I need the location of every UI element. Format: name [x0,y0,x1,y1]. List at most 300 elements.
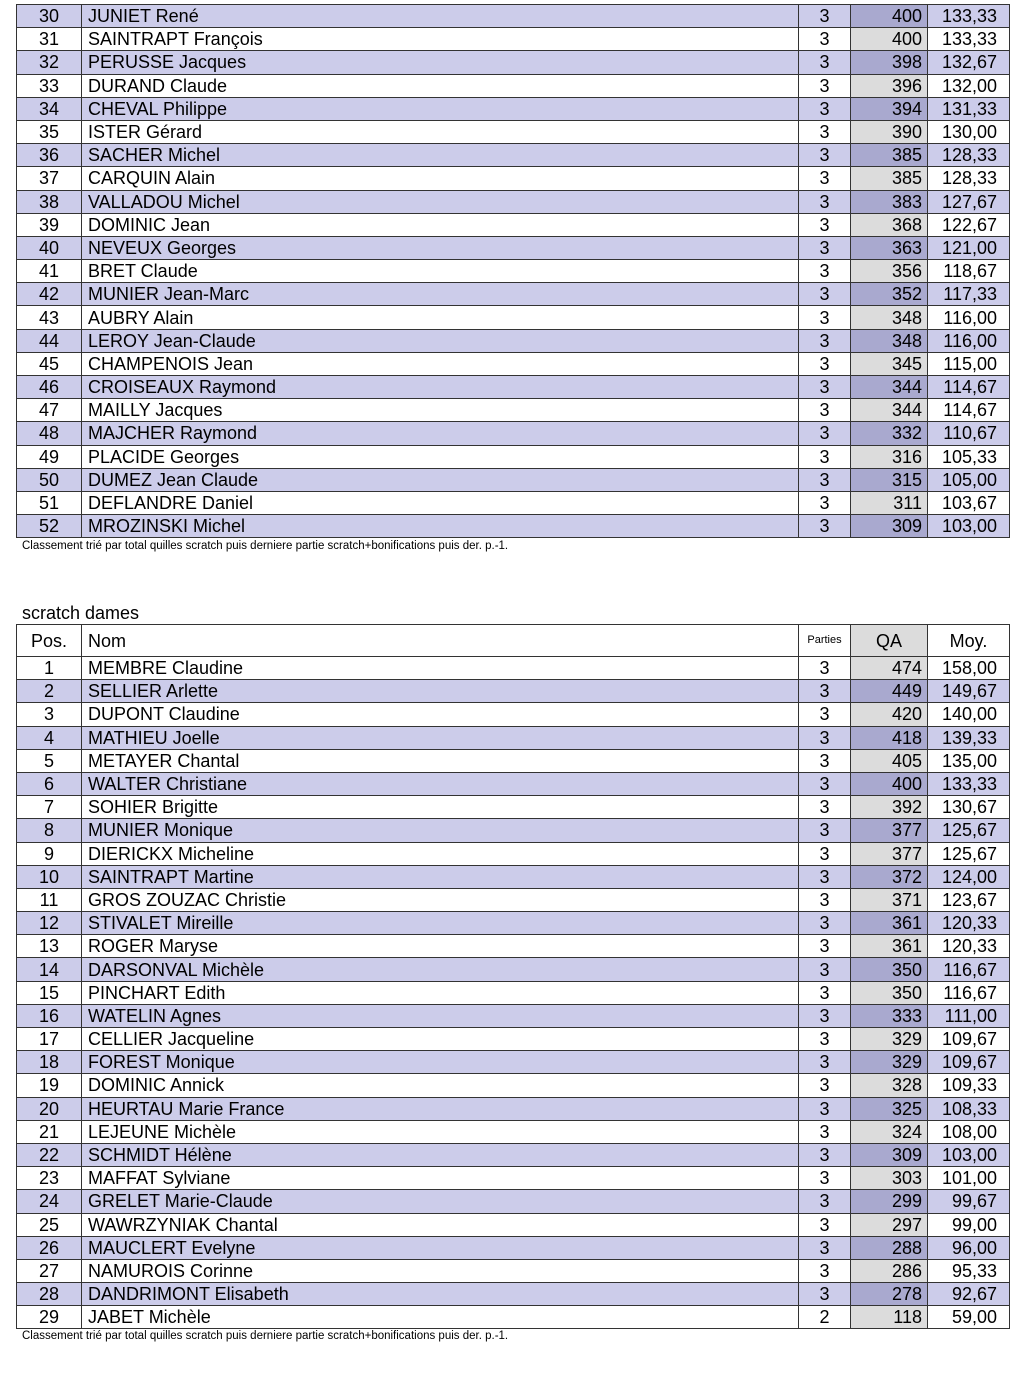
moyenne-cell: 103,00 [928,1143,1010,1166]
name-cell: NAMUROIS Corinne [82,1259,799,1282]
name-cell: DUPONT Claudine [82,703,799,726]
position-cell: 50 [17,468,82,491]
moyenne-cell: 95,33 [928,1259,1010,1282]
position-cell: 44 [17,329,82,352]
moyenne-cell: 116,67 [928,981,1010,1004]
table-row [17,445,1010,468]
qa-cell: 361 [851,935,928,958]
qa-cell: 311 [851,491,928,514]
position-cell: 9 [17,842,82,865]
moyenne-cell: 115,00 [928,352,1010,375]
name-cell: CARQUIN Alain [82,167,799,190]
position-cell: 43 [17,306,82,329]
section-title: scratch dames [22,603,140,623]
position-cell: 21 [17,1120,82,1143]
table-row [17,981,1010,1004]
position-cell: 52 [17,515,82,538]
name-cell: MUNIER Monique [82,819,799,842]
qa-cell: 368 [851,213,928,236]
qa-cell: 303 [851,1167,928,1190]
name-cell: PERUSSE Jacques [82,51,799,74]
table-row [17,888,1010,911]
table-row [17,958,1010,981]
position-cell: 47 [17,399,82,422]
qa-cell: 286 [851,1259,928,1282]
parties-cell: 3 [799,97,851,120]
parties-cell: 3 [799,1167,851,1190]
qa-cell: 405 [851,749,928,772]
moyenne-cell: 109,67 [928,1051,1010,1074]
moyenne-cell: 132,67 [928,51,1010,74]
moyenne-cell: 116,00 [928,329,1010,352]
position-cell: 3 [17,703,82,726]
parties-cell: 3 [799,1236,851,1259]
table-row [17,283,1010,306]
qa-cell: 288 [851,1236,928,1259]
position-cell: 29 [17,1306,82,1329]
name-cell: DIERICKX Micheline [82,842,799,865]
parties-cell: 3 [799,1190,851,1213]
table-header-row [17,625,1010,657]
moyenne-cell: 101,00 [928,1167,1010,1190]
position-cell: 33 [17,74,82,97]
moyenne-cell: 105,00 [928,468,1010,491]
name-cell: DUMEZ Jean Claude [82,468,799,491]
qa-cell: 449 [851,680,928,703]
parties-cell: 3 [799,167,851,190]
ranking-table-body [17,5,1010,538]
table-row [17,306,1010,329]
parties-cell: 3 [799,1004,851,1027]
table-row [17,422,1010,445]
header-qa: QA [851,625,928,657]
qa-cell: 363 [851,236,928,259]
name-cell: SOHIER Brigitte [82,796,799,819]
moyenne-cell: 105,33 [928,445,1010,468]
table-row [17,260,1010,283]
name-cell: ISTER Gérard [82,120,799,143]
position-cell: 31 [17,28,82,51]
table-row [17,819,1010,842]
moyenne-cell: 108,00 [928,1120,1010,1143]
table-row [17,213,1010,236]
name-cell: GRELET Marie-Claude [82,1190,799,1213]
moyenne-cell: 130,00 [928,120,1010,143]
table-row [17,935,1010,958]
name-cell: MAFFAT Sylviane [82,1167,799,1190]
qa-cell: 328 [851,1074,928,1097]
header-moy: Moy. [928,625,1010,657]
sort-note: Classement trié par total quilles scratch puis derniere partie scratch+bonifications puis der. p.-1. [22,1330,509,1342]
moyenne-cell: 122,67 [928,213,1010,236]
name-cell: MAUCLERT Evelyne [82,1236,799,1259]
table-row [17,468,1010,491]
moyenne-cell: 149,67 [928,680,1010,703]
parties-cell: 3 [799,213,851,236]
name-cell: MEMBRE Claudine [82,657,799,680]
moyenne-cell: 96,00 [928,1236,1010,1259]
parties-cell: 3 [799,935,851,958]
table-row [17,1074,1010,1097]
qa-cell: 420 [851,703,928,726]
parties-cell: 3 [799,51,851,74]
moyenne-cell: 123,67 [928,888,1010,911]
table-row [17,515,1010,538]
table-row [17,352,1010,375]
position-cell: 48 [17,422,82,445]
parties-cell: 3 [799,680,851,703]
moyenne-cell: 140,00 [928,703,1010,726]
table-row [17,842,1010,865]
qa-cell: 297 [851,1213,928,1236]
parties-cell: 3 [799,888,851,911]
parties-cell: 3 [799,283,851,306]
name-cell: PLACIDE Georges [82,445,799,468]
qa-cell: 356 [851,260,928,283]
name-cell: SELLIER Arlette [82,680,799,703]
name-cell: WAWRZYNIAK Chantal [82,1213,799,1236]
sort-note: Classement trié par total quilles scratch puis derniere partie scratch+bonifications puis der. p.-1. [22,540,509,552]
parties-cell: 3 [799,5,851,28]
position-cell: 36 [17,144,82,167]
qa-cell: 398 [851,51,928,74]
qa-cell: 394 [851,97,928,120]
position-cell: 20 [17,1097,82,1120]
table-row [17,236,1010,259]
table-row [17,1028,1010,1051]
moyenne-cell: 131,33 [928,97,1010,120]
qa-cell: 400 [851,772,928,795]
moyenne-cell: 109,67 [928,1028,1010,1051]
name-cell: DOMINIC Annick [82,1074,799,1097]
moyenne-cell: 99,00 [928,1213,1010,1236]
parties-cell: 3 [799,819,851,842]
qa-cell: 345 [851,352,928,375]
table-row [17,865,1010,888]
name-cell: LEROY Jean-Claude [82,329,799,352]
qa-cell: 309 [851,1143,928,1166]
position-cell: 10 [17,865,82,888]
name-cell: DEFLANDRE Daniel [82,491,799,514]
parties-cell: 2 [799,1306,851,1329]
position-cell: 45 [17,352,82,375]
table-row [17,1283,1010,1306]
moyenne-cell: 127,67 [928,190,1010,213]
qa-cell: 385 [851,144,928,167]
qa-cell: 385 [851,167,928,190]
position-cell: 23 [17,1167,82,1190]
table-row [17,1236,1010,1259]
parties-cell: 3 [799,842,851,865]
position-cell: 49 [17,445,82,468]
table-row [17,1259,1010,1282]
table-row [17,772,1010,795]
qa-cell: 390 [851,120,928,143]
table-row [17,376,1010,399]
position-cell: 6 [17,772,82,795]
name-cell: NEVEUX Georges [82,236,799,259]
table-row [17,1051,1010,1074]
parties-cell: 3 [799,376,851,399]
table-row [17,1120,1010,1143]
moyenne-cell: 99,67 [928,1190,1010,1213]
position-cell: 35 [17,120,82,143]
table-row [17,703,1010,726]
moyenne-cell: 120,33 [928,912,1010,935]
parties-cell: 3 [799,352,851,375]
qa-cell: 392 [851,796,928,819]
table-row [17,1097,1010,1120]
parties-cell: 3 [799,1283,851,1306]
moyenne-cell: 128,33 [928,167,1010,190]
name-cell: WALTER Christiane [82,772,799,795]
name-cell: STIVALET Mireille [82,912,799,935]
header-nom: Nom [82,625,799,657]
moyenne-cell: 130,67 [928,796,1010,819]
table-row [17,190,1010,213]
moyenne-cell: 128,33 [928,144,1010,167]
moyenne-cell: 139,33 [928,726,1010,749]
position-cell: 22 [17,1143,82,1166]
qa-cell: 352 [851,283,928,306]
qa-cell: 118 [851,1306,928,1329]
moyenne-cell: 121,00 [928,236,1010,259]
table-row [17,912,1010,935]
qa-cell: 371 [851,888,928,911]
qa-cell: 344 [851,399,928,422]
qa-cell: 400 [851,5,928,28]
qa-cell: 329 [851,1028,928,1051]
qa-cell: 329 [851,1051,928,1074]
name-cell: DARSONVAL Michèle [82,958,799,981]
header-pos: Pos. [17,625,82,657]
ranking-table-continued [16,4,1010,538]
position-cell: 40 [17,236,82,259]
name-cell: HEURTAU Marie France [82,1097,799,1120]
parties-cell: 3 [799,749,851,772]
parties-cell: 3 [799,515,851,538]
position-cell: 17 [17,1028,82,1051]
parties-cell: 3 [799,491,851,514]
name-cell: VALLADOU Michel [82,190,799,213]
table-row [17,1143,1010,1166]
name-cell: LEJEUNE Michèle [82,1120,799,1143]
qa-cell: 299 [851,1190,928,1213]
qa-cell: 332 [851,422,928,445]
parties-cell: 3 [799,958,851,981]
moyenne-cell: 110,67 [928,422,1010,445]
position-cell: 5 [17,749,82,772]
parties-cell: 3 [799,1120,851,1143]
table-row [17,796,1010,819]
qa-cell: 400 [851,28,928,51]
qa-cell: 278 [851,1283,928,1306]
qa-cell: 350 [851,958,928,981]
table-row [17,5,1010,28]
qa-cell: 325 [851,1097,928,1120]
name-cell: FOREST Monique [82,1051,799,1074]
qa-cell: 396 [851,74,928,97]
position-cell: 32 [17,51,82,74]
name-cell: DOMINIC Jean [82,213,799,236]
moyenne-cell: 125,67 [928,842,1010,865]
position-cell: 11 [17,888,82,911]
table-row [17,329,1010,352]
moyenne-cell: 133,33 [928,28,1010,51]
table-row [17,74,1010,97]
parties-cell: 3 [799,1074,851,1097]
parties-cell: 3 [799,1213,851,1236]
name-cell: CROISEAUX Raymond [82,376,799,399]
moyenne-cell: 133,33 [928,5,1010,28]
position-cell: 4 [17,726,82,749]
moyenne-cell: 109,33 [928,1074,1010,1097]
position-cell: 28 [17,1283,82,1306]
name-cell: MAJCHER Raymond [82,422,799,445]
moyenne-cell: 114,67 [928,399,1010,422]
parties-cell: 3 [799,726,851,749]
moyenne-cell: 92,67 [928,1283,1010,1306]
name-cell: DANDRIMONT Elisabeth [82,1283,799,1306]
ranking-table-body [17,657,1010,1329]
table-row [17,120,1010,143]
table-row [17,1190,1010,1213]
position-cell: 24 [17,1190,82,1213]
moyenne-cell: 103,67 [928,491,1010,514]
qa-cell: 333 [851,1004,928,1027]
qa-cell: 324 [851,1120,928,1143]
name-cell: CHAMPENOIS Jean [82,352,799,375]
name-cell: ROGER Maryse [82,935,799,958]
table-row [17,97,1010,120]
moyenne-cell: 59,00 [928,1306,1010,1329]
name-cell: CHEVAL Philippe [82,97,799,120]
position-cell: 30 [17,5,82,28]
parties-cell: 3 [799,445,851,468]
moyenne-cell: 125,67 [928,819,1010,842]
qa-cell: 383 [851,190,928,213]
qa-cell: 309 [851,515,928,538]
position-cell: 12 [17,912,82,935]
position-cell: 41 [17,260,82,283]
moyenne-cell: 133,33 [928,772,1010,795]
qa-cell: 418 [851,726,928,749]
position-cell: 46 [17,376,82,399]
name-cell: SCHMIDT Hélène [82,1143,799,1166]
position-cell: 51 [17,491,82,514]
name-cell: CELLIER Jacqueline [82,1028,799,1051]
name-cell: MATHIEU Joelle [82,726,799,749]
moyenne-cell: 135,00 [928,749,1010,772]
parties-cell: 3 [799,1097,851,1120]
table-row [17,1306,1010,1329]
position-cell: 34 [17,97,82,120]
parties-cell: 3 [799,422,851,445]
name-cell: BRET Claude [82,260,799,283]
header-parties: Parties [799,625,851,657]
table-row [17,726,1010,749]
qa-cell: 377 [851,842,928,865]
parties-cell: 3 [799,468,851,491]
name-cell: AUBRY Alain [82,306,799,329]
name-cell: GROS ZOUZAC Christie [82,888,799,911]
parties-cell: 3 [799,912,851,935]
parties-cell: 3 [799,703,851,726]
moyenne-cell: 114,67 [928,376,1010,399]
name-cell: JUNIET René [82,5,799,28]
parties-cell: 3 [799,306,851,329]
name-cell: SAINTRAPT Martine [82,865,799,888]
name-cell: WATELIN Agnes [82,1004,799,1027]
parties-cell: 3 [799,796,851,819]
table-row [17,167,1010,190]
position-cell: 13 [17,935,82,958]
parties-cell: 3 [799,120,851,143]
qa-cell: 344 [851,376,928,399]
position-cell: 25 [17,1213,82,1236]
table-row [17,491,1010,514]
position-cell: 39 [17,213,82,236]
parties-cell: 3 [799,236,851,259]
parties-cell: 3 [799,1259,851,1282]
parties-cell: 3 [799,657,851,680]
moyenne-cell: 132,00 [928,74,1010,97]
position-cell: 15 [17,981,82,1004]
table-row [17,51,1010,74]
moyenne-cell: 118,67 [928,260,1010,283]
name-cell: SACHER Michel [82,144,799,167]
moyenne-cell: 158,00 [928,657,1010,680]
moyenne-cell: 117,33 [928,283,1010,306]
table-row [17,1167,1010,1190]
table-row [17,680,1010,703]
qa-cell: 348 [851,306,928,329]
position-cell: 27 [17,1259,82,1282]
moyenne-cell: 124,00 [928,865,1010,888]
table-row [17,1004,1010,1027]
table-row [17,144,1010,167]
table-row [17,1213,1010,1236]
name-cell: MAILLY Jacques [82,399,799,422]
table-row [17,749,1010,772]
parties-cell: 3 [799,28,851,51]
qa-cell: 348 [851,329,928,352]
moyenne-cell: 116,67 [928,958,1010,981]
name-cell: MROZINSKI Michel [82,515,799,538]
parties-cell: 3 [799,1051,851,1074]
position-cell: 1 [17,657,82,680]
table-row [17,657,1010,680]
parties-cell: 3 [799,865,851,888]
position-cell: 2 [17,680,82,703]
position-cell: 19 [17,1074,82,1097]
qa-cell: 316 [851,445,928,468]
moyenne-cell: 120,33 [928,935,1010,958]
qa-cell: 350 [851,981,928,1004]
parties-cell: 3 [799,399,851,422]
parties-cell: 3 [799,260,851,283]
parties-cell: 3 [799,1028,851,1051]
parties-cell: 3 [799,981,851,1004]
position-cell: 7 [17,796,82,819]
position-cell: 18 [17,1051,82,1074]
parties-cell: 3 [799,144,851,167]
name-cell: SAINTRAPT François [82,28,799,51]
name-cell: PINCHART Edith [82,981,799,1004]
position-cell: 38 [17,190,82,213]
name-cell: DURAND Claude [82,74,799,97]
table-row [17,399,1010,422]
